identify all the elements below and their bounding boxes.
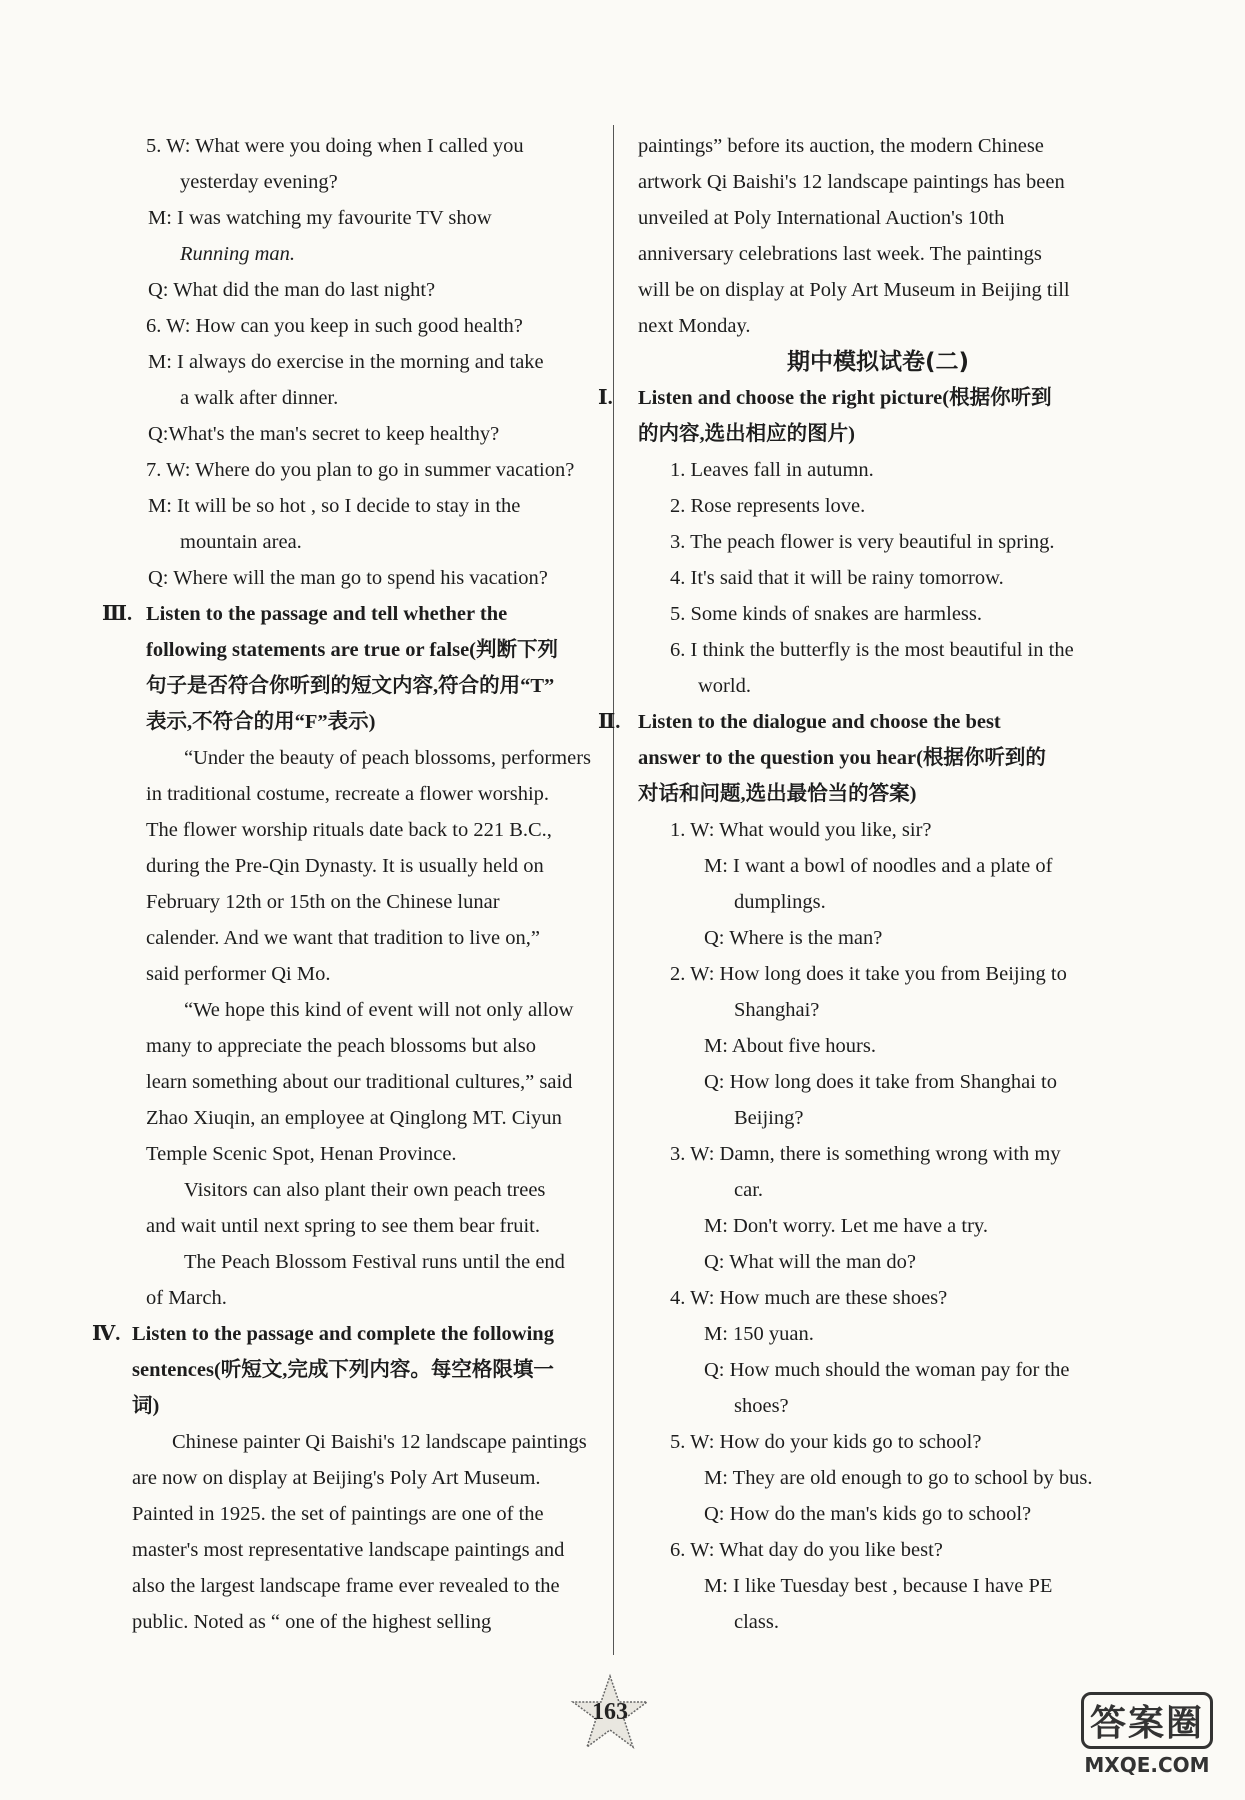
d3-question: Q: What will the man do? (704, 1251, 916, 1273)
section-3-heading (102, 596, 592, 740)
section-1-heading (598, 380, 1118, 452)
section-1-line-1: Listen and choose the right picture(根据你听到 (638, 387, 1052, 409)
p1-line: February 12th or 15th on the Chinese lunar (146, 891, 500, 913)
d1-question: Q: Where is the man? (704, 927, 883, 949)
d2-question-2: Beijing? (734, 1107, 804, 1129)
watermark-logo (1067, 1692, 1227, 1782)
left-column (92, 128, 592, 1640)
section-4-line-3: 词) (132, 1395, 160, 1417)
p5-line: Painted in 1925. the set of paintings are one of the (132, 1503, 544, 1525)
d2-woman-2: Shanghai? (734, 999, 820, 1021)
question-7 (102, 452, 592, 596)
q6-question: Q:What's the man's secret to keep healthy? (148, 423, 500, 445)
page-number-badge (570, 1672, 650, 1752)
right-column (598, 128, 1118, 1640)
q5-man-line-2 (102, 236, 592, 272)
section-3-line-3: 句子是否符合你听到的短文内容,符合的用“T” (146, 675, 555, 697)
d2-question: Q: How long does it take from Shanghai to (704, 1071, 1058, 1093)
q5-man-line: M: I was watching my favourite TV show (148, 207, 492, 229)
q5-question: Q: What did the man do last night? (148, 279, 436, 301)
section-4-number: Ⅳ. (92, 1323, 121, 1345)
column-divider (613, 125, 614, 1655)
q7-man-line: M: It will be so hot , so I decide to stay in the (148, 495, 521, 517)
s1-item: 6. I think the butterfly is the most beautiful in the (670, 639, 1074, 661)
p3-line: Visitors can also plant their own peach trees (184, 1179, 546, 1201)
s1-item: 5. Some kinds of snakes are harmless. (670, 603, 982, 625)
section-4-line-1: Listen to the passage and complete the following (132, 1323, 554, 1345)
d5-woman: 5. W: How do your kids go to school? (670, 1431, 982, 1453)
exam-title: 期中模拟试卷(二) (786, 349, 970, 375)
dialogue-6 (638, 1532, 1118, 1640)
section-3-line-2: following statements are true or false(判断下列 (146, 639, 559, 661)
section-3-line-1: Listen to the passage and tell whether the (146, 603, 508, 625)
p2-line: many to appreciate the peach blossoms but also (146, 1035, 536, 1057)
q6-man-line-2: a walk after dinner. (180, 387, 339, 409)
section-4-heading (92, 1316, 592, 1424)
section-2-line-3: 对话和问题,选出最恰当的答案) (638, 783, 917, 805)
d3-woman-2: car. (734, 1179, 764, 1201)
p2-line: Temple Scenic Spot, Henan Province. (146, 1143, 457, 1165)
q7-question: Q: Where will the man go to spend his vacation? (148, 567, 548, 589)
watermark-cn: 答案圈 (1081, 1692, 1213, 1749)
d4-question: Q: How much should the woman pay for the (704, 1359, 1070, 1381)
dialogue-5 (638, 1424, 1118, 1532)
s1-item: 2. Rose represents love. (670, 495, 866, 517)
cont-line: will be on display at Poly Art Museum in Beijing till (638, 279, 1070, 301)
watermark-en: MXQE.COM (1084, 1753, 1210, 1777)
p5-line: master's most representative landscape paintings and (132, 1539, 565, 1561)
p2-line: “We hope this kind of event will not only allow (184, 999, 574, 1021)
p1-line: “Under the beauty of peach blossoms, performers (184, 747, 592, 769)
s1-item: 4. It's said that it will be rainy tomorrow. (670, 567, 1004, 589)
passage-paragraph-3 (102, 1172, 592, 1244)
p5-line: are now on display at Beijing's Poly Art Museum. (132, 1467, 541, 1489)
passage-paragraph-2 (102, 992, 592, 1172)
p1-line: calender. And we want that tradition to live on,” (146, 927, 540, 949)
d2-woman: 2. W: How long does it take you from Beijing to (670, 963, 1067, 985)
d6-woman: 6. W: What day do you like best? (670, 1539, 943, 1561)
section-4-line-2: sentences(听短文,完成下列内容。每空格限填一 (132, 1359, 554, 1381)
dialogue-2 (638, 956, 1118, 1136)
section-2-line-1: Listen to the dialogue and choose the best (638, 711, 1001, 733)
section-3-number: Ⅲ. (102, 603, 133, 625)
q5-woman-line-2: yesterday evening? (180, 171, 338, 193)
section-3-line-4: 表示,不符合的用“F”表示) (146, 711, 376, 733)
p1-line: The flower worship rituals date back to 221 B.C., (146, 819, 552, 841)
d4-question-2: shoes? (734, 1395, 789, 1417)
d4-woman: 4. W: How much are these shoes? (670, 1287, 948, 1309)
passage-paragraph-1 (102, 740, 592, 992)
section-2-line-2: answer to the question you hear(根据你听到的 (638, 747, 1046, 769)
question-5 (102, 128, 592, 308)
p1-line: in traditional costume, recreate a flower worship. (146, 783, 550, 805)
q7-man-line-2: mountain area. (180, 531, 302, 553)
d1-woman: 1. W: What would you like, sir? (670, 819, 932, 841)
s1-item: 3. The peach flower is very beautiful in spring. (670, 531, 1055, 553)
question-6 (102, 308, 592, 452)
p3-line: and wait until next spring to see them bear fruit. (146, 1215, 540, 1237)
q6-man-line: M: I always do exercise in the morning and take (148, 351, 544, 373)
passage-continuation (638, 128, 1118, 344)
cont-line: next Monday. (638, 315, 751, 337)
cont-line: unveiled at Poly International Auction's 10th (638, 207, 1005, 229)
section-1-number: Ⅰ. (598, 387, 613, 409)
p1-line: during the Pre-Qin Dynasty. It is usually held on (146, 855, 544, 877)
d5-question: Q: How do the man's kids go to school? (704, 1503, 1032, 1525)
d2-man: M: About five hours. (704, 1035, 876, 1057)
cont-line: anniversary celebrations last week. The paintings (638, 243, 1042, 265)
d6-man: M: I like Tuesday best , because I have PE (704, 1575, 1053, 1597)
p4-line: of March. (146, 1287, 227, 1309)
cont-line: paintings” before its auction, the modern Chinese (638, 135, 1044, 157)
q7-woman-line: 7. W: Where do you plan to go in summer vacation? (146, 459, 575, 481)
d6-man-2: class. (734, 1611, 779, 1633)
cont-line: artwork Qi Baishi's 12 landscape paintings has been (638, 171, 1065, 193)
q6-woman-line: 6. W: How can you keep in such good health? (146, 315, 523, 337)
dialogue-1 (638, 812, 1118, 956)
d3-man: M: Don't worry. Let me have a try. (704, 1215, 988, 1237)
d1-man-2: dumplings. (734, 891, 826, 913)
p1-line: said performer Qi Mo. (146, 963, 331, 985)
s1-item: world. (698, 675, 751, 697)
passage-paragraph-5 (102, 1424, 592, 1640)
q5-woman-line: 5. W: What were you doing when I called you (146, 135, 524, 157)
p2-line: learn something about our traditional cultures,” said (146, 1071, 573, 1093)
d5-man: M: They are old enough to go to school by bus. (704, 1467, 1093, 1489)
section-2-number: Ⅱ. (598, 711, 621, 733)
d4-man: M: 150 yuan. (704, 1323, 814, 1345)
p4-line: The Peach Blossom Festival runs until the end (184, 1251, 565, 1273)
p5-line: public. Noted as “ one of the highest selling (132, 1611, 492, 1633)
section-1-line-2: 的内容,选出相应的图片) (638, 423, 855, 445)
d1-man: M: I want a bowl of noodles and a plate of (704, 855, 1053, 877)
section-2-heading (598, 704, 1118, 812)
show-title: Running man. (180, 243, 296, 265)
dialogue-3 (638, 1136, 1118, 1280)
p2-line: Zhao Xiuqin, an employee at Qinglong MT. Ciyun (146, 1107, 562, 1129)
p5-line: Chinese painter Qi Baishi's 12 landscape paintings (172, 1431, 587, 1453)
s1-item: 1. Leaves fall in autumn. (670, 459, 874, 481)
p5-line: also the largest landscape frame ever revealed to the (132, 1575, 560, 1597)
d3-woman: 3. W: Damn, there is something wrong with my (670, 1143, 1061, 1165)
dialogue-4 (638, 1280, 1118, 1424)
section-1-items (638, 452, 1118, 704)
page-number: 163 (592, 1698, 628, 1725)
passage-paragraph-4 (102, 1244, 592, 1316)
